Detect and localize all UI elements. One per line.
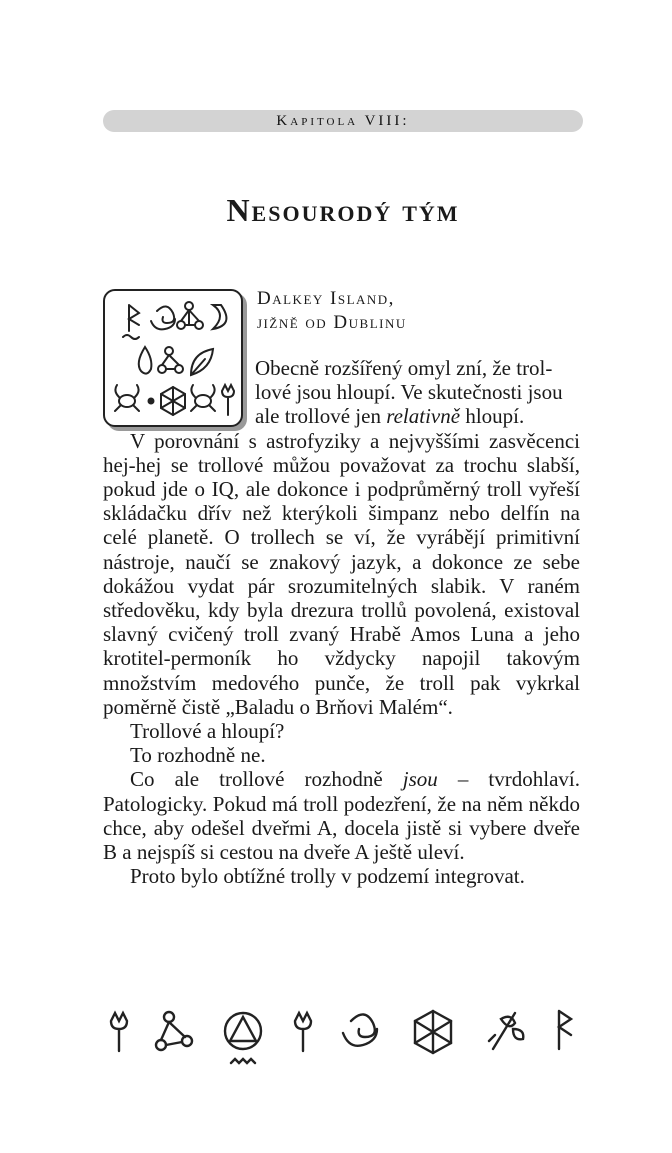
paragraph-1-line-2: lové jsou hloupí. Ve skutečnosti jsou <box>255 380 563 405</box>
paragraph-2: V porovnání s astrofyziky a nejvyššími zasvěcenci hej-hej se trollové můžou považovat za trochu slabší, pokud jde o IQ, ale dokonce i podprůměrný troll vyřeší skládačku dřív než kterýkoli šimpanz nebo delfín na celé planetě. O trollech se ví, že vyrábějí primitivní nástroje, naučí se znakový jazyk, a dokonce ze sebe dokážou vydat pár srozumitelných slabik. V raném středověku, kdy byla drezura trollů povolená, existoval slavný cvičený troll zvaný Hrabě Amos Luna a jeho krotitel-permoník ho vždycky napojil takovým množstvím medového punče, že troll pak vykrkal poměrně čistě „Baladu o Brňovi Malém“. <box>103 428 580 719</box>
swirl-icon <box>151 306 175 329</box>
dragonfly-icon <box>489 1013 523 1049</box>
paragraph-4: To rozhodně ne. <box>130 743 266 768</box>
paragraph-5 <box>103 767 580 864</box>
chapter-header-bar <box>103 110 583 132</box>
rune-icon <box>123 305 139 339</box>
swirl-icon <box>343 1014 377 1045</box>
rune-icon <box>559 1011 571 1049</box>
text-span: ale trollové jen <box>255 404 387 429</box>
circle-triangle-icon <box>225 1013 261 1063</box>
triangle-nodes-icon <box>177 302 203 329</box>
paragraph-3: Trollové a hloupí? <box>130 719 285 744</box>
emphasis: jsou <box>402 767 438 792</box>
paragraph-6: Proto bylo obtížné trolly v podzemí integrovat. <box>130 864 525 889</box>
chapter-label: Kapitola VIII: <box>276 112 410 129</box>
tulip-icon <box>295 1013 311 1051</box>
location-line-2: jižně od Dublinu <box>257 312 407 333</box>
emphasis: relativně <box>386 404 461 429</box>
hex-wheel-icon <box>415 1011 451 1053</box>
moon-icon <box>213 305 226 329</box>
chapter-title: Nesourodý tým <box>226 192 460 228</box>
location-heading <box>257 287 407 335</box>
text-span: Co ale trollové rozhodně <box>130 767 403 792</box>
footer-glyph-row <box>103 1005 580 1075</box>
location-line-1: Dalkey Island, <box>257 288 395 309</box>
tulip-icon <box>111 1013 127 1051</box>
paragraph-1-line-1: Obecně rozšířený omyl zní, že trol- <box>255 356 553 380</box>
text-span: hloupí. <box>460 404 525 429</box>
triangle-nodes-icon <box>156 1012 192 1050</box>
paragraph-1-line-3 <box>255 404 580 428</box>
text-span: – tvrdohlaví. Patologicky. Pokud má troll podezření, že na něm někdo chce, aby odešel dveřmi A, docela jistě si vybere dveře B a nejspíš si cestou na dveře A ještě uleví. <box>103 767 580 865</box>
body-text <box>103 356 580 888</box>
